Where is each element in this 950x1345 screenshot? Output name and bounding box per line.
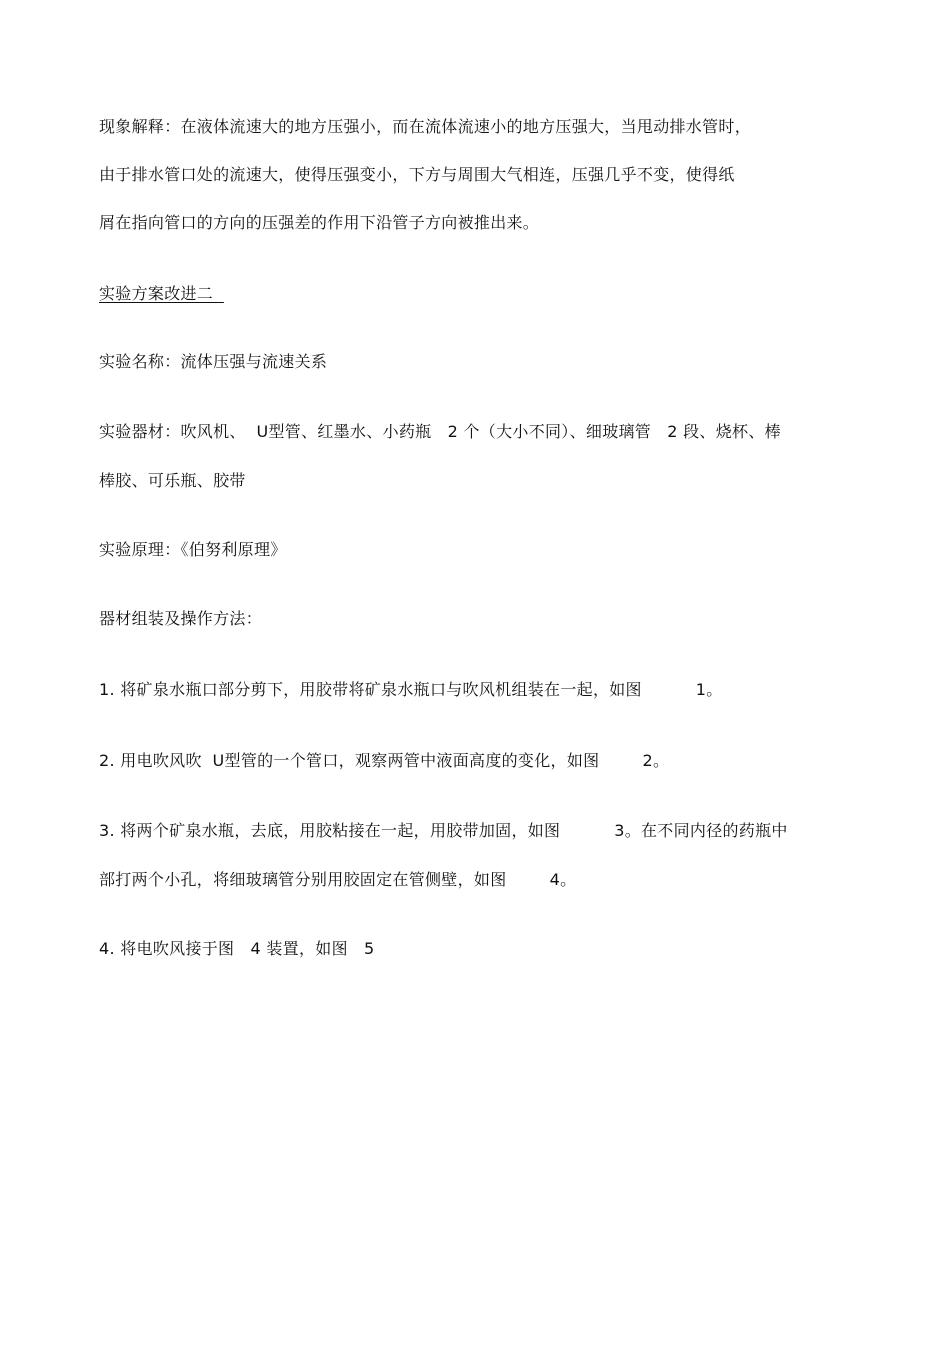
step-3-line-2: 部打两个小孔，将细玻璃管分别用胶固定在管侧壁，如图 4。 xyxy=(99,870,577,889)
equipment-line-2: 棒胶、可乐瓶、胶带 xyxy=(99,471,246,490)
step-3-line-1: 3. 将两个矿泉水瓶，去底，用胶粘接在一起，用胶带加固，如图 3。在不同内径的药瓶中 xyxy=(99,821,788,840)
assembly-heading: 器材组装及操作方法： xyxy=(99,609,263,628)
section-heading: 实验方案改进二 xyxy=(99,284,224,303)
explanation-line-1: 现象解释：在液体流速大的地方压强小，而在流体流速小的地方压强大，当甩动排水管时， xyxy=(99,117,752,136)
principle: 实验原理：《伯努利原理》 xyxy=(99,540,287,559)
experiment-name: 实验名称：流体压强与流速关系 xyxy=(99,352,328,371)
step-2: 2. 用电吹风吹 U型管的一个管口，观察两管中液面高度的变化，如图 2。 xyxy=(99,751,670,770)
equipment-line-1: 实验器材：吹风机、 U型管、红墨水、小药瓶 2 个（大小不同）、细玻璃管 2 段、烧杯、棒 xyxy=(99,422,781,441)
explanation-line-2: 由于排水管口处的流速大，使得压强变小，下方与周围大气相连，压强几乎不变，使得纸 xyxy=(99,165,735,184)
step-4: 4. 将电吹风接于图 4 装置，如图 5 xyxy=(99,939,375,958)
explanation-line-3: 屑在指向管口的方向的压强差的作用下沿管子方向被推出来。 xyxy=(99,213,540,232)
step-1: 1. 将矿泉水瓶口部分剪下，用胶带将矿泉水瓶口与吹风机组装在一起，如图 1。 xyxy=(99,680,723,699)
